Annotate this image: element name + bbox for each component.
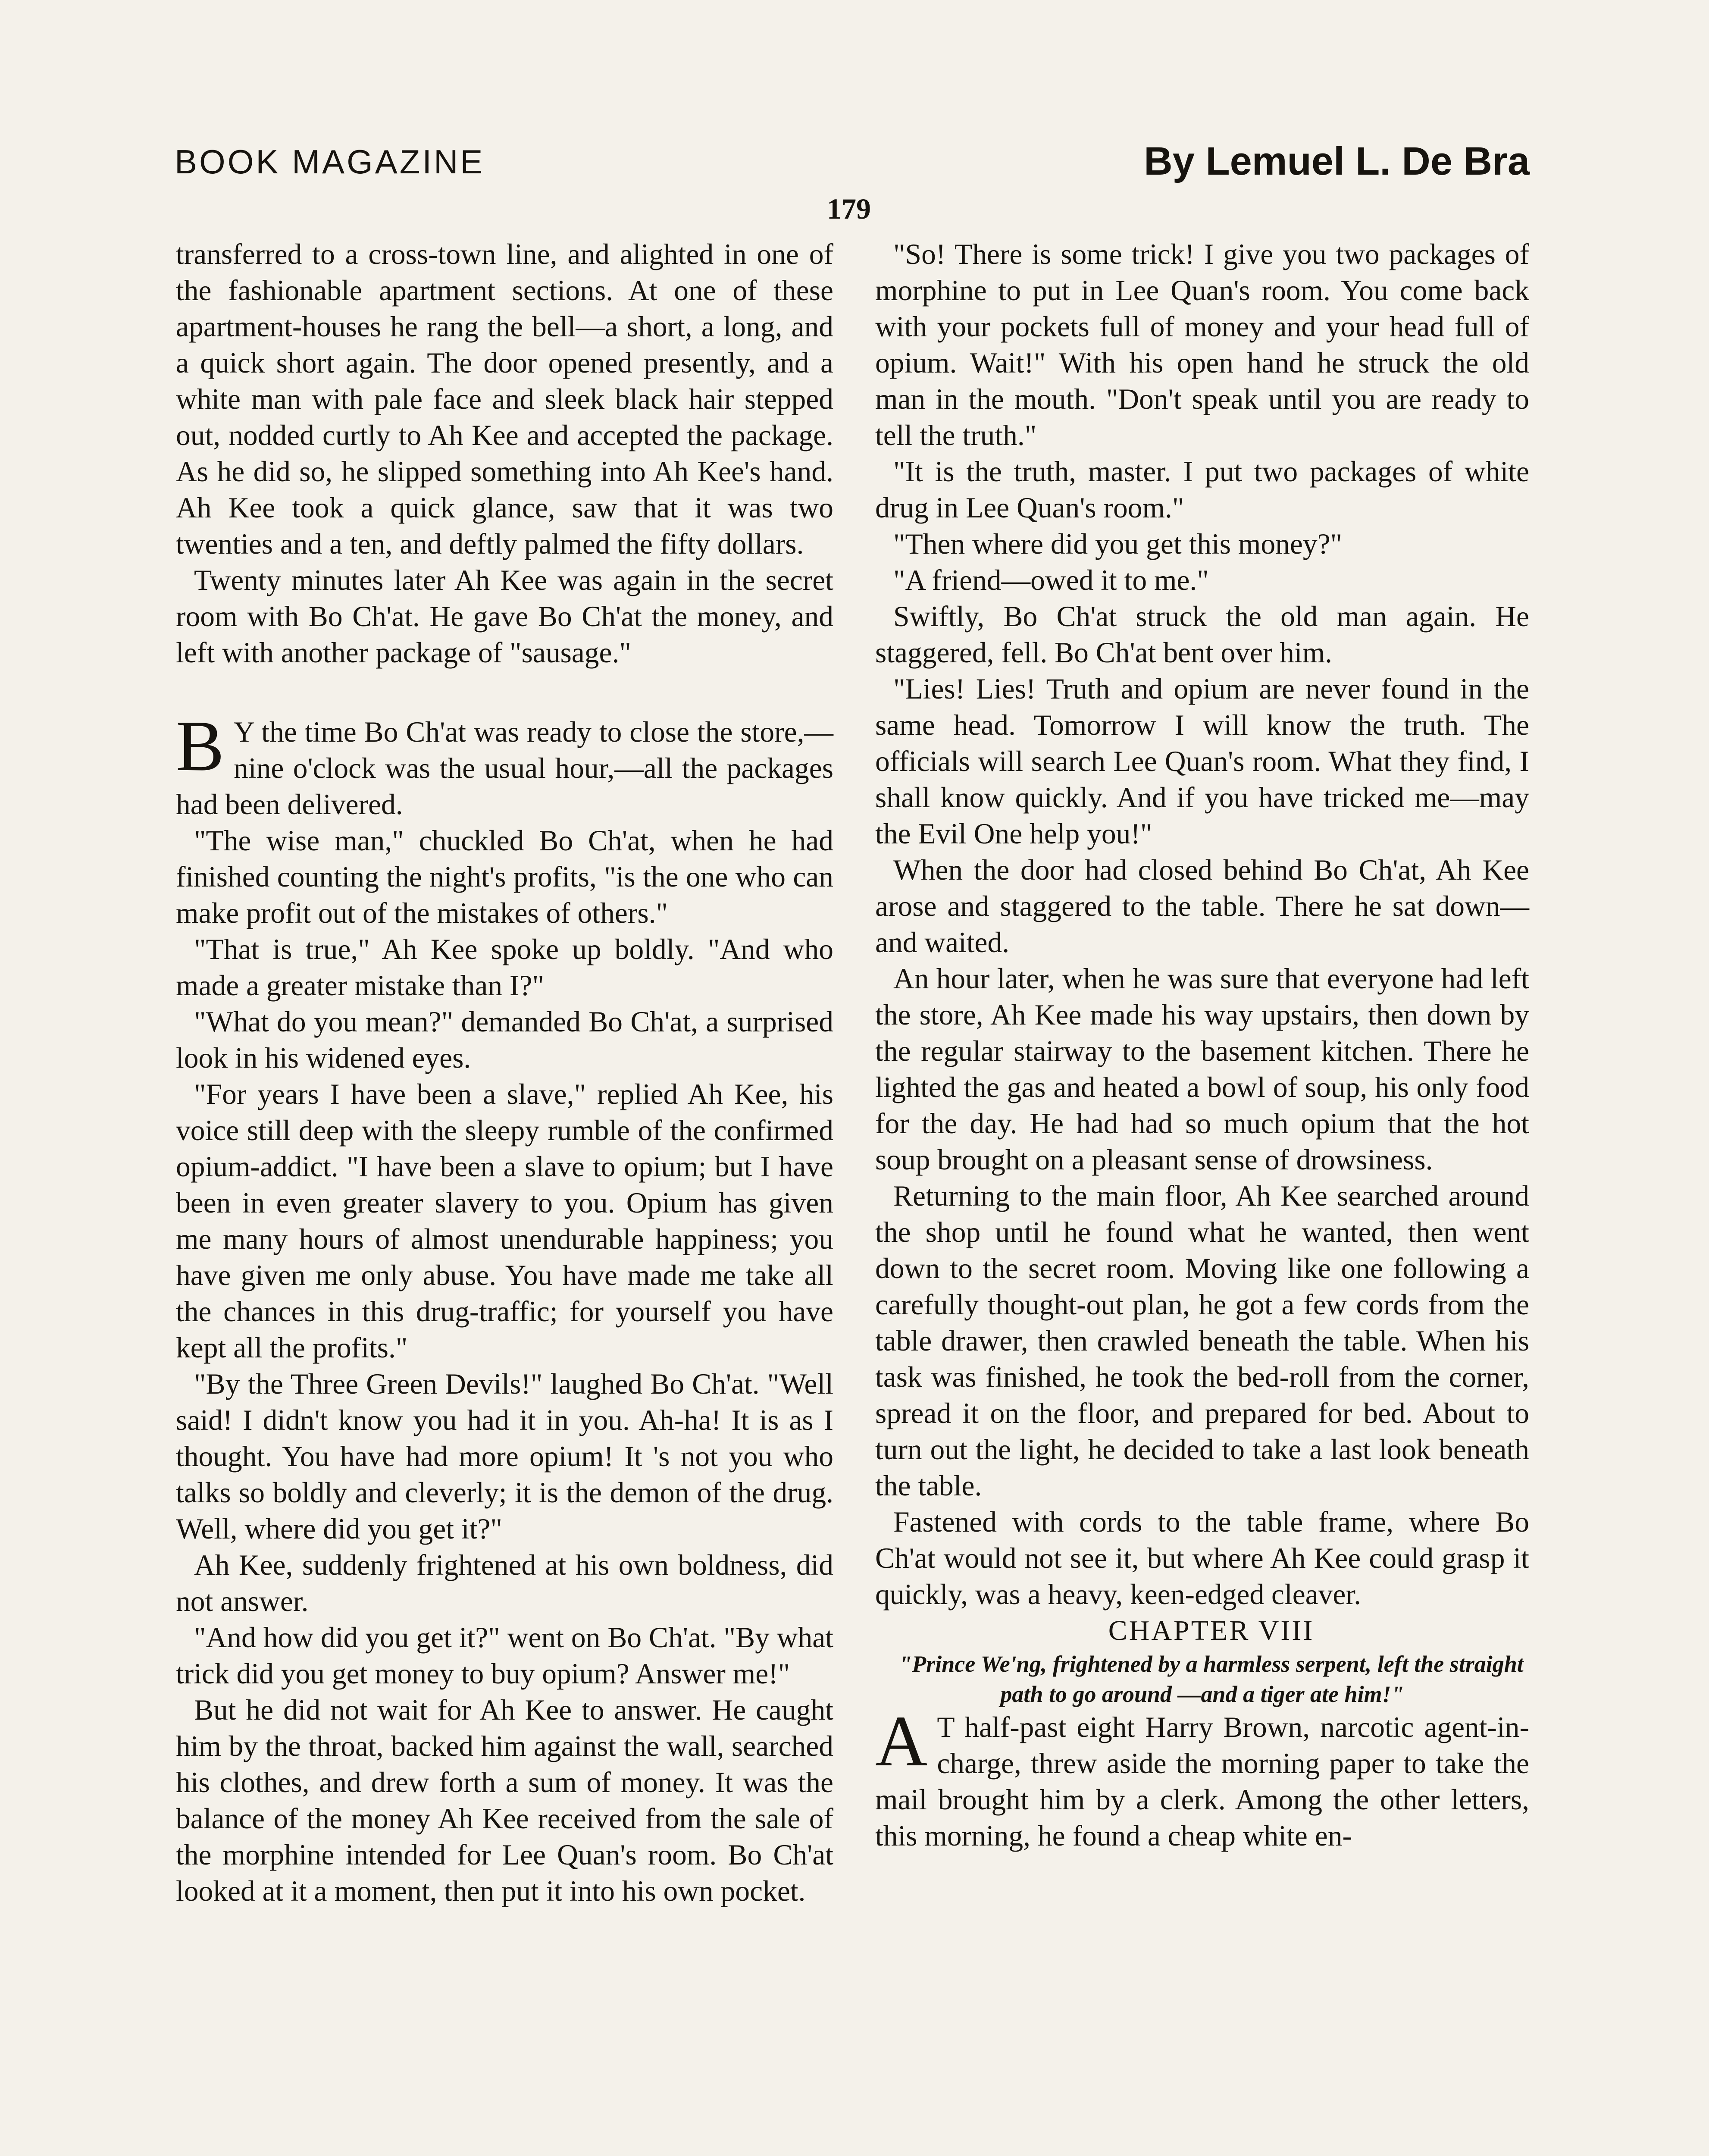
paragraph: "By the Three Green Devils!" laughed Bo Ch'at. "Well said! I didn't know you had it in you. Ah-ha! It is as I thought. You have had more opium! It 's not you who talks so boldly and cleverly; it is the demon of the drug. Well, where did you get it?" bbox=[176, 1368, 833, 1545]
chapter-epigraph: "Prince We'ng, frightened by a harmless serpent, left the straight path to go around —and a tiger ate him!" bbox=[899, 1651, 1524, 1707]
paragraph: Returning to the main floor, Ah Kee searched around the shop until he found what he wanted, then went down to the secret room. Moving like one following a carefully thought-out plan, he got a few cords from the table drawer, then crawled beneath the table. When his task was finished, he took the bed-roll from the corner, spread it on the floor, and prepared for bed. About to turn out the light, he decided to take a last look beneath the table. bbox=[875, 1180, 1529, 1502]
drop-cap-text: T half-past eight Harry Brown, narcotic agent-in-charge, threw aside the morning paper to take the mail brought him by a clerk. Among the other letters, this morning, he found a cheap white en- bbox=[875, 1711, 1529, 1852]
paragraph: Ah Kee, suddenly frightened at his own boldness, did not answer. bbox=[176, 1549, 833, 1617]
section-paragraph bbox=[176, 706, 833, 823]
paragraph: But he did not wait for Ah Kee to answer. He caught him by the throat, backed him against the wall, searched his clothes, and drew forth a sum of money. It was the balance of the money Ah Kee received from the sale of the morphine intended for Lee Quan's room. Bo Ch'at looked at it a moment, then put it into his own pocket. bbox=[176, 1694, 833, 1907]
paragraph: "A friend—owed it to me." bbox=[893, 564, 1209, 596]
paragraph: When the door had closed behind Bo Ch'at, Ah Kee arose and staggered to the table. There he sat down—and waited. bbox=[875, 854, 1529, 959]
paragraph: "It is the truth, master. I put two packages of white drug in Lee Quan's room." bbox=[875, 455, 1529, 524]
paragraph: An hour later, when he was sure that everyone had left the store, Ah Kee made his way upstairs, then down by the regular stairway to the basement kitchen. There he lighted the gas and heated a bowl of soup, his only food for the day. He had had so much opium that the hot soup brought on a pleasant sense of drowsiness. bbox=[875, 962, 1529, 1176]
paragraph: "The wise man," chuckled Bo Ch'at, when he had finished counting the night's profits, "is the one who can make profit out of the mistakes of others." bbox=[176, 824, 833, 929]
paragraph: "What do you mean?" demanded Bo Ch'at, a surprised look in his widened eyes. bbox=[176, 1006, 833, 1074]
paragraph: transferred to a cross-town line, and alighted in one of the fashionable apartment sections. At one of these apartment-houses he rang the bell—a short, a long, and a quick short again. The door opened presently, and a white man with pale face and sleek black hair stepped out, nodded curtly to Ah Kee and accepted the package. As he did so, he slipped something into Ah Kee's hand. Ah Kee took a quick glance, saw that it was two twenties and a ten, and deftly palmed the fifty dollars. bbox=[176, 238, 833, 560]
paragraph: Swiftly, Bo Ch'at struck the old man again. He staggered, fell. Bo Ch'at bent over him. bbox=[875, 600, 1529, 669]
paragraph: "That is true," Ah Kee spoke up boldly. "And who made a greater mistake than I?" bbox=[176, 933, 833, 1002]
drop-cap: A bbox=[875, 1701, 928, 1781]
paragraph: "So! There is some trick! I give you two packages of morphine to put in Lee Quan's room. You come back with your pockets full of money and your head full of opium. Wait!" With his open hand he struck the old man in the mouth. "Don't speak until you are ready to tell the truth." bbox=[875, 238, 1529, 451]
right-column bbox=[875, 236, 1529, 1854]
left-column bbox=[176, 236, 833, 1909]
paragraph: Twenty minutes later Ah Kee was again in the secret room with Bo Ch'at. He gave Bo Ch'at the money, and left with another package of "sausage." bbox=[176, 564, 833, 669]
paragraph: Fastened with cords to the table frame, where Bo Ch'at would not see it, but where Ah Kee could grasp it quickly, was a heavy, keen-edged cleaver. bbox=[875, 1506, 1529, 1611]
drop-cap: B bbox=[176, 706, 225, 786]
drop-cap-text: Y the time Bo Ch'at was ready to close the store,—nine o'clock was the usual hour,—all the packages had been delivered. bbox=[176, 716, 833, 821]
paragraph: "For years I have been a slave," replied Ah Kee, his voice still deep with the sleepy rumble of the confirmed opium-addict. "I have been a slave to opium; but I have been in even greater slavery to you. Opium has given me many hours of almost unendurable happiness; you have given me only abuse. You have made me take all the chances in this drug-traffic; for yourself you have kept all the profits." bbox=[176, 1078, 833, 1364]
paragraph: "Lies! Lies! Truth and opium are never found in the same head. Tomorrow I will know the truth. The officials will search Lee Quan's room. What they find, I shall know quickly. And if you have tricked me—may the Evil One help you!" bbox=[875, 673, 1529, 850]
running-header-left: BOOK MAGAZINE bbox=[175, 143, 485, 181]
paragraph: "And how did you get it?" went on Bo Ch'at. "By what trick did you get money to buy opium? Answer me!" bbox=[176, 1621, 833, 1690]
chapter-heading: CHAPTER VIII bbox=[1108, 1615, 1315, 1646]
paragraph: "Then where did you get this money?" bbox=[893, 528, 1343, 560]
chapter-opening-paragraph bbox=[875, 1701, 1529, 1854]
running-header-author: By Lemuel L. De Bra bbox=[1144, 139, 1530, 183]
page-number: 179 bbox=[827, 192, 871, 225]
